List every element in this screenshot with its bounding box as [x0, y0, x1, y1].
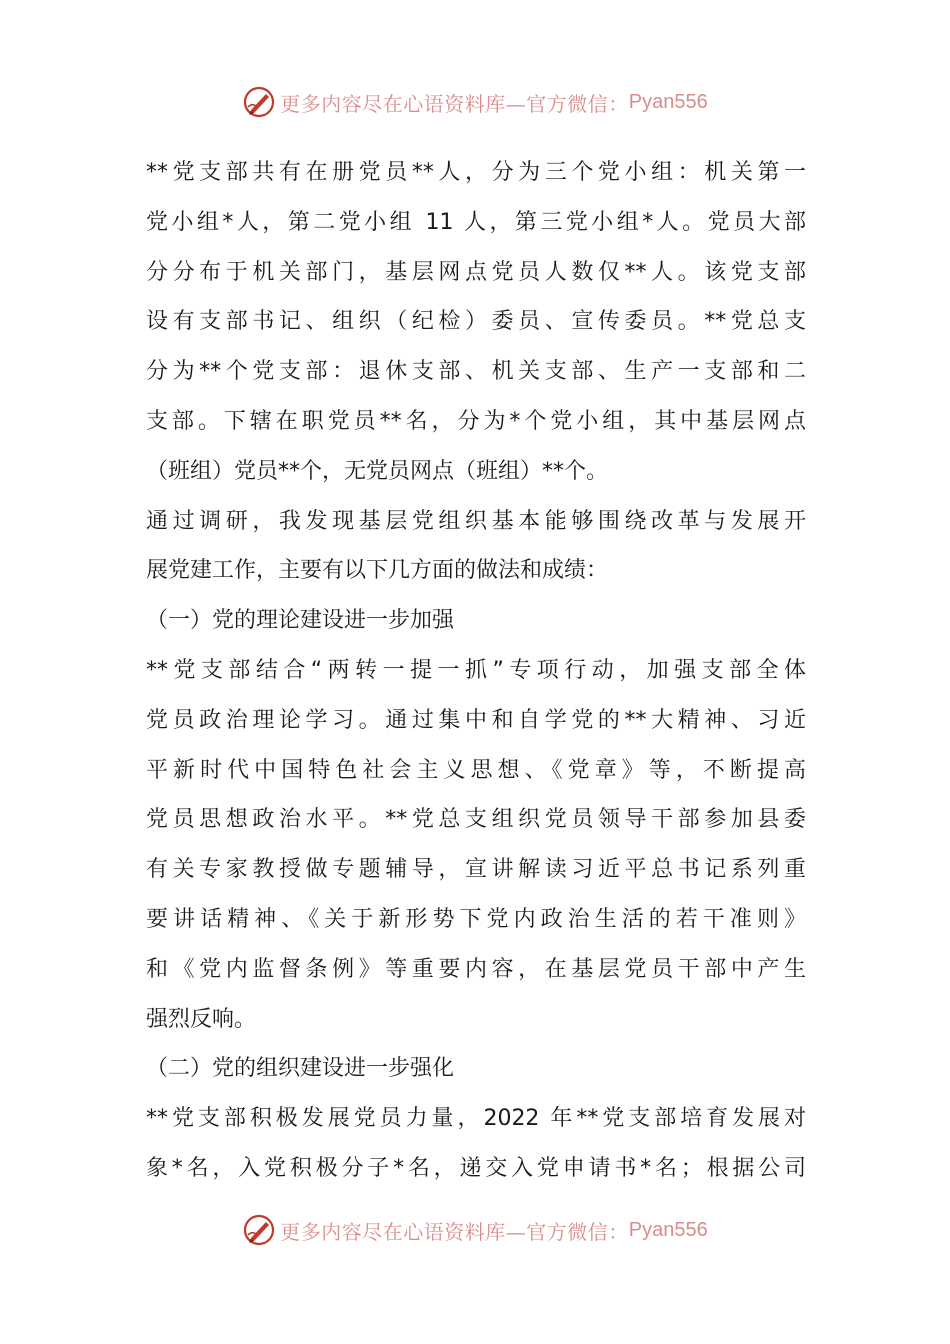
text-line: 党员政治理论学习。通过集中和自学党的**大精神、习近 — [146, 707, 806, 733]
text-line: 分分布于机关部门，基层网点党员人数仅**人。该党支部 — [146, 259, 806, 285]
section-heading: （一）党的理论建设进一步加强 — [146, 608, 455, 634]
watermark-text: 更多内容尽在心语资料库—官方微信： — [280, 1219, 629, 1244]
text-line: 强烈反响。 — [146, 1006, 257, 1032]
text-line: **党支部结合“两转一提一抓”专项行动，加强支部全体 — [146, 657, 806, 683]
text-line: 和《党内监督条例》等重要内容，在基层党员干部中产生 — [146, 956, 806, 982]
footer-watermark-banner — [0, 1210, 950, 1250]
text-line: 有关专家教授做专题辅导，宣讲解读习近平总书记系列重 — [146, 857, 806, 883]
text-line: **党支部积极发展党员力量，2022 年**党支部培育发展对 — [146, 1106, 806, 1132]
watermark-wechat-id: Pyan556 — [628, 1218, 708, 1241]
text-line: 要讲话精神、《关于新形势下党内政治生活的若干准则》 — [146, 906, 806, 932]
text-line: 设有支部书记、组织（纪检）委员、宣传委员。**党总支 — [146, 309, 806, 335]
text-line: 平新时代中国特色社会主义思想、《党章》等，不断提高 — [146, 757, 806, 783]
pen-logo-icon — [242, 85, 276, 119]
text-line: 分为**个党支部：退休支部、机关支部、生产一支部和二 — [146, 359, 806, 385]
text-line: （班组）党员**个，无党员网点（班组）**个。 — [146, 458, 609, 484]
text-line: 党小组*人，第二党小组 11 人，第三党小组*人。党员大部 — [146, 209, 806, 235]
text-line: 支部。下辖在职党员**名，分为*个党小组，其中基层网点 — [146, 408, 806, 434]
text-line: **党支部共有在册党员**人，分为三个党小组：机关第一 — [146, 160, 806, 185]
document-body — [146, 148, 806, 1194]
section-heading: （二）党的组织建设进一步强化 — [146, 1056, 455, 1082]
text-line: 象*名，入党积极分子*名，递交入党申请书*名；根据公司 — [146, 1155, 806, 1181]
text-line: 党员思想政治水平。**党总支组织党员领导干部参加县委 — [146, 807, 806, 833]
pen-logo-icon — [242, 1213, 276, 1247]
header-watermark-banner — [0, 82, 950, 122]
watermark-text: 更多内容尽在心语资料库—官方微信： — [280, 91, 629, 116]
text-line: 通过调研，我发现基层党组织基本能够围绕改革与发展开 — [146, 508, 806, 534]
text-line: 展党建工作，主要有以下几方面的做法和成绩： — [146, 558, 609, 584]
watermark-wechat-id: Pyan556 — [628, 90, 708, 113]
